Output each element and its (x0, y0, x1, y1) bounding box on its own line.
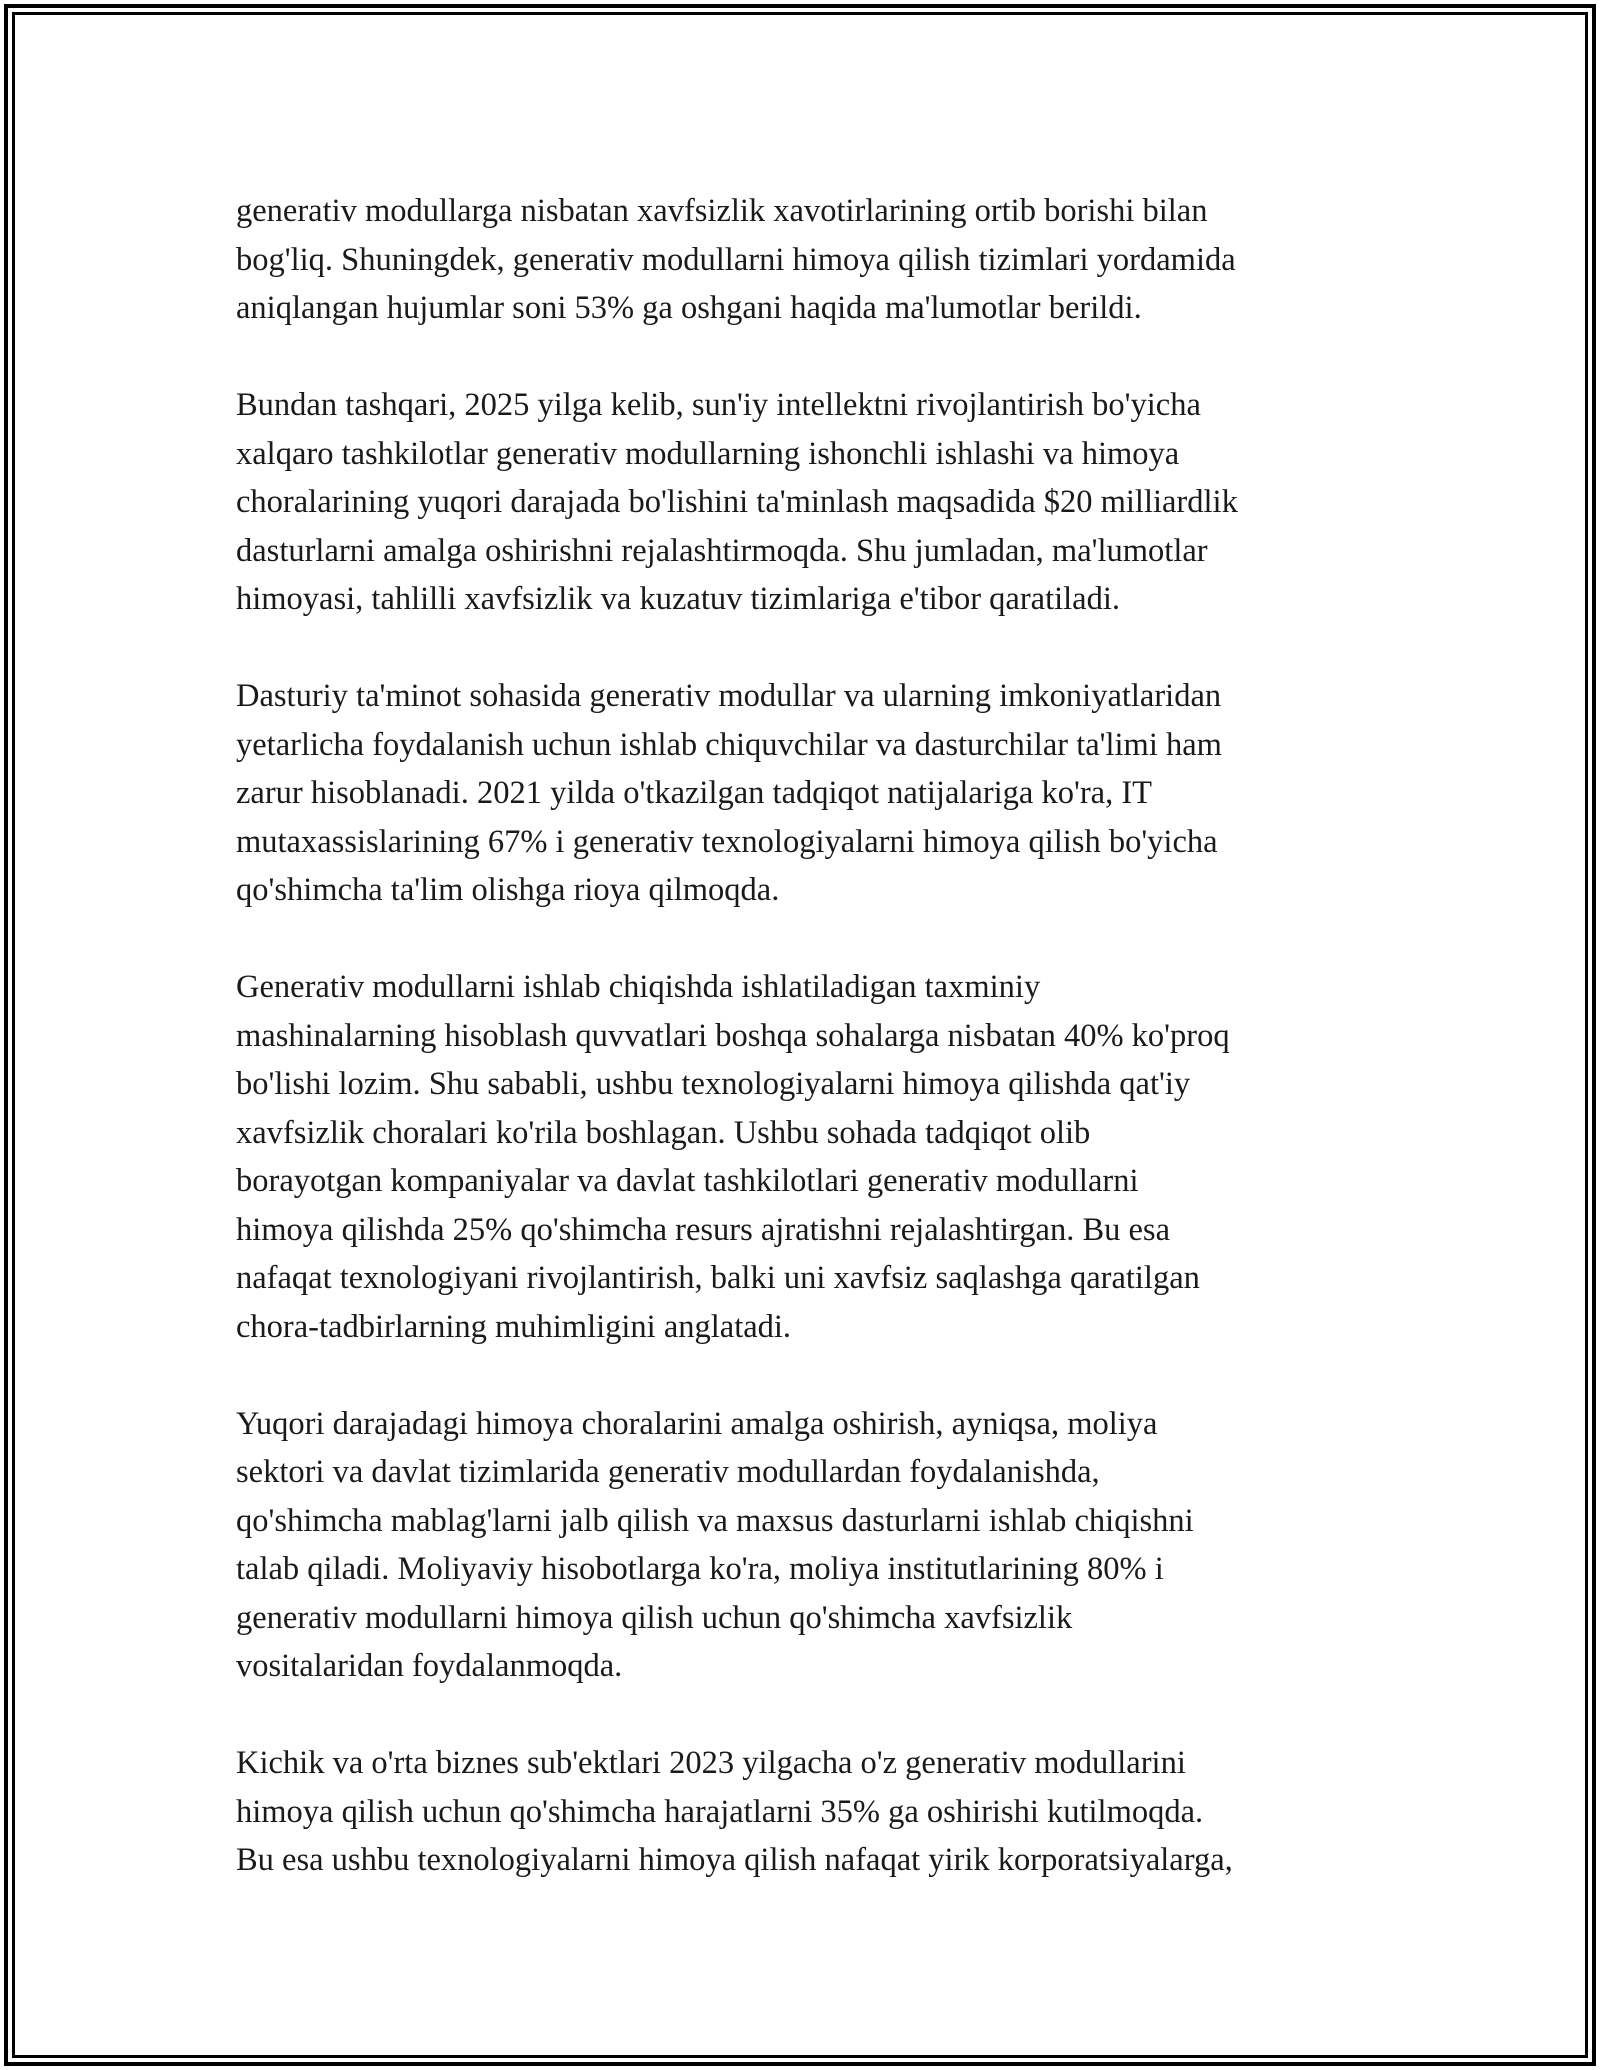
paragraph-developer-education: Dasturiy ta'minot sohasida generativ modullar va ularning imkoniyatlaridan yetarlicha foydalanish uchun ishlab chiquvchilar va dasturchilar ta'limi ham zarur hisoblanadi. 2021 yilda o'tkazilgan tadqiqot natijalariga ko'ra, IT mutaxassislarining 67% i generativ texnologiyalarni himoya qilish bo'yicha qo'shimcha ta'lim olishga rioya qilmoqda. (236, 678, 1222, 908)
paragraph-security-concerns: generativ modullarga nisbatan xavfsizlik xavotirlarining ortib borishi bilan bog'liq. Shuningdek, generativ modullarni himoya qilish tizimlari yordamida aniqlangan hujumlar soni 53% ga oshgani haqida ma'lumotlar berildi. (236, 193, 1236, 326)
paragraph-computing-power: Generativ modullarni ishlab chiqishda ishlatiladigan taxminiy mashinalarning hisoblash quvvatlari boshqa sohalarga nisbatan 40% ko'proq bo'lishi lozim. Shu sababli, ushbu texnologiyalarni himoya qilishda qat'iy xavfsizlik choralari ko'rila boshlagan. Ushbu sohada tadqiqot olib borayotgan kompaniyalar va davlat tashkilotlari generativ modullarni himoya qilishda 25% qo'shimcha resurs ajratishni rejalashtirgan. Bu esa nafaqat texnologiyani rivojlantirish, balki uni xavfsiz saqlashga qaratilgan chora-tadbirlarning muhimligini anglatadi. (236, 969, 1230, 1345)
paragraph-financial-sector: Yuqori darajadagi himoya choralarini amalga oshirish, ayniqsa, moliya sektori va davlat tizimlarida generativ modullardan foydalanishda, qo'shimcha mablag'larni jalb qilish va maxsus dasturlarni ishlab chiqishni talab qiladi. Moliyaviy hisobotlarga ko'ra, moliya institutlarining 80% i generativ modullarni himoya qilish uchun qo'shimcha xavfsizlik vositalaridan foydalanmoqda. (236, 1405, 1194, 1684)
paragraph-international-programs: Bundan tashqari, 2025 yilga kelib, sun'iy intellektni rivojlantirish bo'yicha xalqaro tashkilotlar generativ modullarning ishonchli ishlashi va himoya choralarining yuqori darajada bo'lishini ta'minlash maqsadida $20 milliardlik dasturlarni amalga oshirishni rejalashtirmoqda. Shu jumladan, ma'lumotlar himoyasi, tahlilli xavfsizlik va kuzatuv tizimlariga e'tibor qaratiladi. (236, 387, 1238, 617)
paragraph-small-business: Kichik va o'rta biznes sub'ektlari 2023 yilgacha o'z generativ modullarini himoya qilish uchun qo'shimcha harajatlarni 35% ga oshirishi kutilmoqda. Bu esa ushbu texnologiyalarni himoya qilish nafaqat yirik korporatsiyalarga, (236, 1745, 1233, 1878)
document-body (236, 187, 1376, 1933)
